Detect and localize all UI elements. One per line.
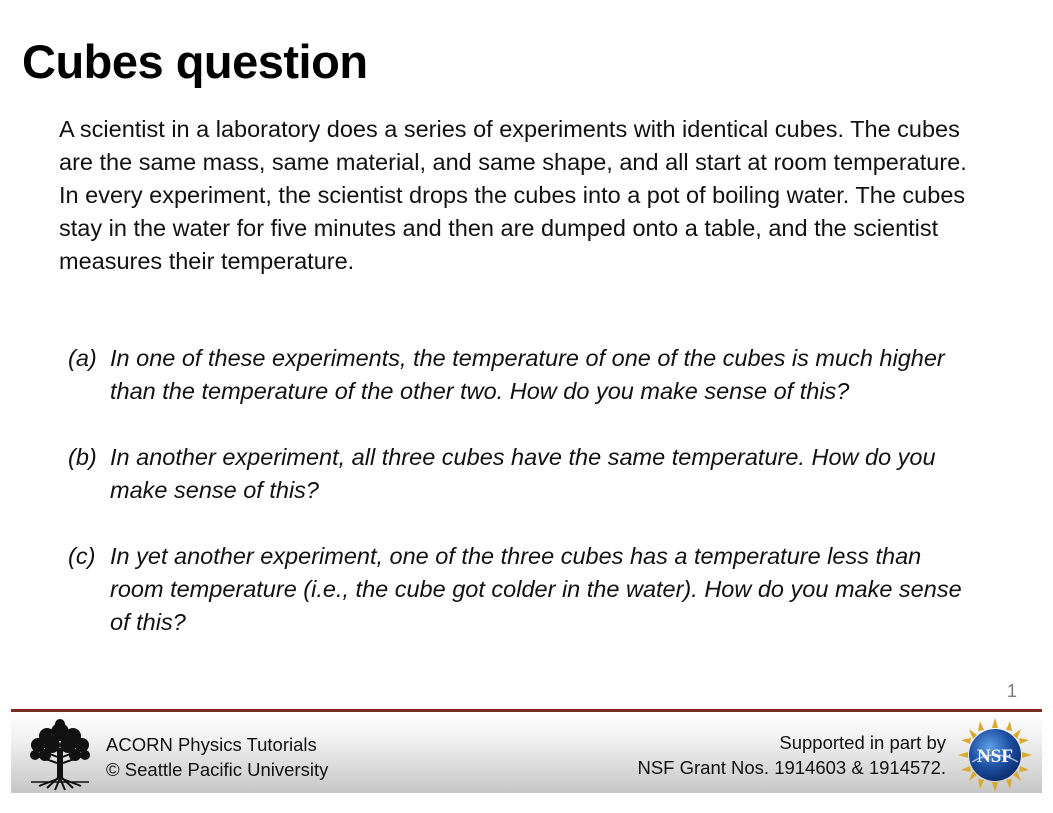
- question-c-letter: (c): [68, 543, 96, 569]
- question-a: [68, 342, 973, 408]
- page-number: 1: [1006, 681, 1017, 701]
- footer-credits: [106, 732, 328, 782]
- footer-support: [637, 730, 946, 780]
- nsf-logo-icon: [958, 718, 1032, 792]
- intro-paragraph: A scientist in a laboratory does a series of experiments with identical cubes. The cubes are the same mass, same material, and same shape, and all start at room temperature. In every experiment, the scientist drops the cubes into a pot of boiling water. The cubes stay in the water for five minutes and then are dumped onto a table, and the scientist measures their temperature.: [59, 116, 967, 274]
- question-a-letter: (a): [68, 345, 97, 371]
- footer-tutorials-name: ACORN Physics Tutorials: [106, 734, 317, 755]
- question-b-letter: (b): [68, 444, 97, 470]
- question-c: [68, 540, 973, 639]
- question-b-text: In another experiment, all three cubes have the same temperature. How do you make sense of this?: [110, 444, 936, 503]
- footer-support-line: Supported in part by: [779, 732, 946, 753]
- question-c-text: In yet another experiment, one of the three cubes has a temperature less than room temperature (i.e., the cube got colder in the water). How do you make sense of this?: [110, 543, 962, 635]
- nsf-logo-text: NSF: [977, 746, 1013, 767]
- page-title: Cubes question: [22, 35, 368, 88]
- question-list: [68, 342, 973, 639]
- footer-grant-numbers: NSF Grant Nos. 1914603 & 1914572.: [637, 757, 946, 778]
- footer-copyright: © Seattle Pacific University: [106, 759, 329, 780]
- question-b: [68, 441, 973, 507]
- footer-bar: [11, 709, 1042, 793]
- question-a-text: In one of these experiments, the temperature of one of the cubes is much higher than the temperature of the other two. How do you make sense of this?: [110, 345, 945, 404]
- tree-logo-icon: [25, 718, 95, 792]
